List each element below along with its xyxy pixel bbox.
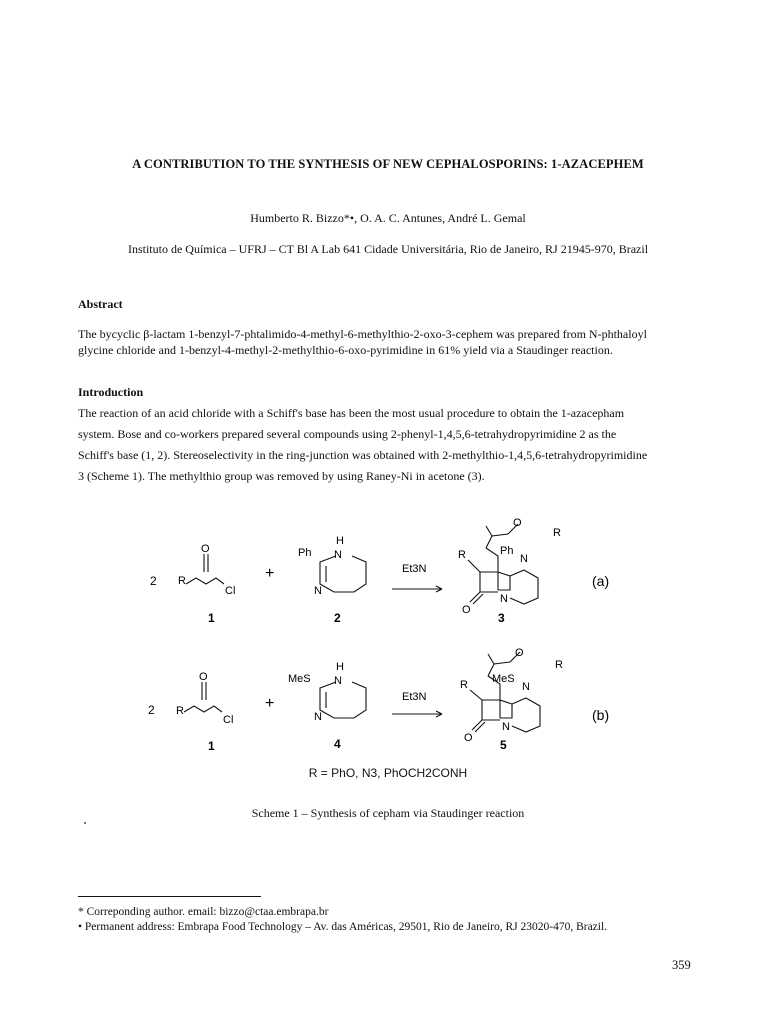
abstract-line: glycine chloride and 1-benzyl-4-methyl-2-methylthio-6-oxo-pyrimidine in 61% yield via a Staudinger reaction. — [78, 343, 613, 357]
footnote-permanent-address: • Permanent address: Embrapa Food Technology – Av. das Américas, 29501, Rio de Janeiro, RJ 23020-470, Brazil. — [78, 921, 608, 933]
label-3-n1: N — [520, 553, 528, 565]
label-5-r-top: R — [555, 659, 563, 671]
reaction-label-a: (a) — [592, 573, 610, 589]
reaction-arrow-a — [392, 586, 442, 592]
label-1a-cl: Cl — [225, 585, 236, 597]
label-2-substituent: Ph — [298, 547, 312, 559]
affiliation: Instituto de Química – UFRJ – CT Bl A Lab 641 Cidade Universitária, Rio de Janeiro, RJ 21945-970, Brazil — [127, 242, 649, 256]
acid-chloride-1b-structure — [184, 682, 222, 712]
footnote-corresponding-author: * Correponding author. email: bizzo@ctaa.embrapa.br — [78, 906, 329, 918]
amidine-2-structure — [320, 556, 366, 592]
label-3-o: O — [462, 604, 471, 616]
label-4-n2: N — [314, 711, 322, 723]
compound-number-4: 4 — [334, 737, 341, 751]
label-1b-o: O — [199, 671, 208, 683]
compound-number-2: 2 — [334, 611, 341, 625]
abstract-line: The bycyclic β-lactam 1-benzyl-7-phtalimido-4-methyl-6-methylthio-2-oxo-3-cephem was prepared from N-phthaloyl — [78, 327, 647, 341]
r-group-definition: R = PhO, N3, PhOCH2CONH — [308, 766, 468, 780]
abstract-text — [78, 326, 698, 358]
introduction-text — [78, 403, 698, 487]
footnote-rule — [78, 896, 261, 897]
label-2-n1: N — [334, 549, 342, 561]
introduction-line: Schiff's base (1, 2). Stereoselectivity in the ring-junction was obtained with 2-methylthio-1,4,5,6-tetrahydropyrimidine — [78, 448, 648, 462]
label-3-r-top: R — [553, 527, 561, 539]
label-1b-cl: Cl — [223, 714, 234, 726]
introduction-line: The reaction of an acid chloride with a Schiff's base has been the most usual procedure to obtain the 1-azacepham — [78, 406, 625, 420]
page-number: 359 — [672, 958, 691, 972]
scheme-1-figure — [120, 510, 680, 770]
label-3-n2: N — [500, 593, 508, 605]
coefficient-a: 2 — [150, 574, 157, 588]
amidine-4-structure — [320, 682, 366, 718]
label-4-h: H — [336, 661, 344, 673]
label-1a-o: O — [201, 543, 210, 555]
label-5-r: R — [460, 679, 468, 691]
compound-number-5: 5 — [500, 738, 507, 752]
coefficient-b: 2 — [148, 703, 155, 717]
label-4-n1: N — [334, 675, 342, 687]
label-5-o: O — [464, 732, 473, 744]
compound-number-3: 3 — [498, 611, 505, 625]
compound-number-1a: 1 — [208, 611, 215, 625]
author-list: Humberto R. Bizzo*•, O. A. C. Antunes, André L. Gemal — [250, 211, 526, 225]
label-2-h: H — [336, 535, 344, 547]
reaction-label-b: (b) — [592, 707, 610, 723]
label-3-r: R — [458, 549, 466, 561]
label-1b-r: R — [176, 705, 184, 717]
plus-sign-b: + — [265, 695, 275, 712]
introduction-line: 3 (Scheme 1). The methylthio group was removed by using Raney-Ni in acetone (3). — [78, 469, 485, 483]
label-3-substituent: Ph — [500, 545, 514, 557]
scan-speck — [84, 822, 86, 824]
acid-chloride-1a-structure — [186, 554, 224, 584]
paper-title: A CONTRIBUTION TO THE SYNTHESIS OF NEW CEPHALOSPORINS: 1-AZACEPHEM — [132, 157, 644, 171]
label-1a-r: R — [178, 575, 186, 587]
scheme-caption: Scheme 1 – Synthesis of cepham via Staudinger reaction — [251, 806, 525, 820]
label-2-n2: N — [314, 585, 322, 597]
label-5-substituent: MeS — [492, 673, 515, 685]
plus-sign-a: + — [265, 565, 275, 582]
introduction-line: system. Bose and co-workers prepared several compounds using 2-phenyl-1,4,5,6-tetrahydropyrimidine 2 as the — [78, 427, 617, 441]
abstract-heading: Abstract — [78, 297, 123, 311]
reaction-arrow-b — [392, 711, 442, 717]
introduction-heading: Introduction — [78, 385, 144, 399]
label-3-o-top: O — [513, 517, 522, 529]
label-4-substituent: MeS — [288, 673, 311, 685]
label-5-n1: N — [522, 681, 530, 693]
label-5-o-top: O — [515, 647, 524, 659]
reagent-a: Et3N — [402, 563, 427, 575]
compound-number-1b: 1 — [208, 739, 215, 753]
label-5-n2: N — [502, 721, 510, 733]
reagent-b: Et3N — [402, 691, 427, 703]
